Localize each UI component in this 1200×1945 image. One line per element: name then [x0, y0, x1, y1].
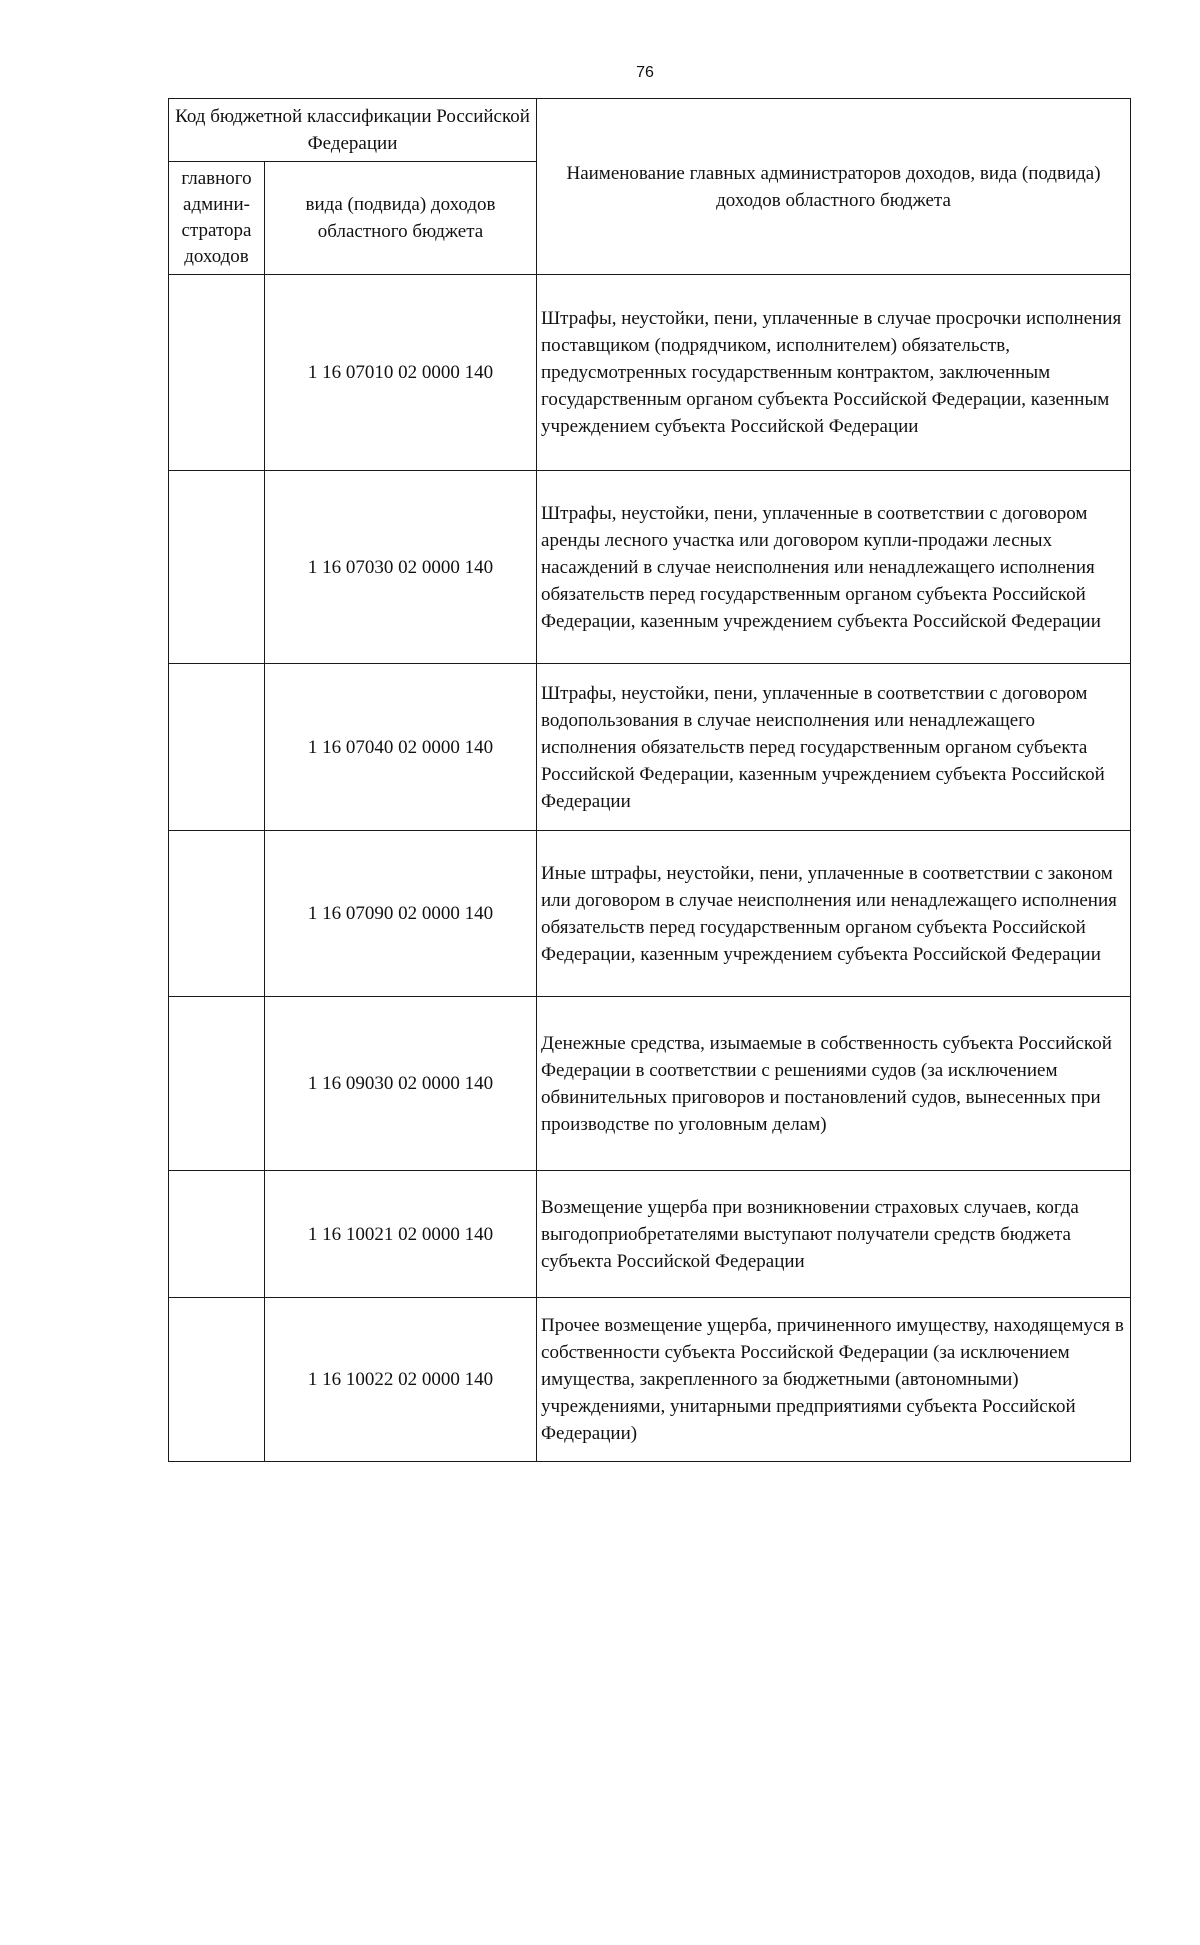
table-row	[169, 664, 1131, 831]
row-income-code: 1 16 07030 02 0000 140	[265, 471, 537, 664]
table-row	[169, 471, 1131, 664]
header-admin-column: главного админи-стратора доходов	[169, 162, 265, 275]
row-income-name: Штрафы, неустойки, пени, уплаченные в соответствии с договором водопользования в случае неисполнения или ненадлежащего исполнения обязательств перед государственным органом субъекта Российской Федерации, казенным учреждением субъекта Российской Федерации	[537, 664, 1131, 831]
row-admin-code	[169, 831, 265, 997]
row-income-name: Денежные средства, изымаемые в собственность субъекта Российской Федерации в соответствии с решениями судов (за исключением обвинительных приговоров и постановлений судов, вынесенных при производстве по уголовным делам)	[537, 997, 1131, 1171]
page-number: 76	[636, 64, 654, 81]
row-income-name: Штрафы, неустойки, пени, уплаченные в соответствии с договором аренды лесного участка или договором купли-продажи лесных насаждений в случае неисполнения или ненадлежащего исполнения обязательств перед государственным органом субъекта Российской Федерации, казенным учреждением субъекта Российской Федерации	[537, 471, 1131, 664]
row-income-code: 1 16 07040 02 0000 140	[265, 664, 537, 831]
row-admin-code	[169, 1298, 265, 1462]
header-group-title: Код бюджетной классификации Российской Федерации	[169, 99, 537, 162]
row-income-code: 1 16 07010 02 0000 140	[265, 275, 537, 471]
budget-classification-table	[168, 98, 1131, 1462]
row-income-code: 1 16 10022 02 0000 140	[265, 1298, 537, 1462]
row-admin-code	[169, 1171, 265, 1298]
table-row	[169, 1298, 1131, 1462]
table-row	[169, 831, 1131, 997]
row-admin-code	[169, 997, 265, 1171]
row-admin-code	[169, 275, 265, 471]
row-income-code: 1 16 10021 02 0000 140	[265, 1171, 537, 1298]
row-income-name: Иные штрафы, неустойки, пени, уплаченные в соответствии с законом или договором в случае неисполнения или ненадлежащего исполнения обязательств перед государственным органом субъекта Российской Федерации, казенным учреждением субъекта Российской Федерации	[537, 831, 1131, 997]
header-code-column: вида (подвида) доходов областного бюджета	[265, 162, 537, 275]
header-row-group	[169, 99, 1131, 162]
row-admin-code	[169, 664, 265, 831]
row-income-name: Возмещение ущерба при возникновении страховых случаев, когда выгодоприобретателями выступают получатели средств бюджета субъекта Российской Федерации	[537, 1171, 1131, 1298]
row-income-code: 1 16 09030 02 0000 140	[265, 997, 537, 1171]
row-admin-code	[169, 471, 265, 664]
row-income-code: 1 16 07090 02 0000 140	[265, 831, 537, 997]
row-income-name: Штрафы, неустойки, пени, уплаченные в случае просрочки исполнения поставщиком (подрядчиком, исполнителем) обязательств, предусмотренных государственным контрактом, заключенным государственным органом субъекта Российской Федерации, казенным учреждением субъекта Российской Федерации	[537, 275, 1131, 471]
table-row	[169, 275, 1131, 471]
table-row	[169, 1171, 1131, 1298]
row-income-name: Прочее возмещение ущерба, причиненного имуществу, находящемуся в собственности субъекта Российской Федерации (за исключением имущества, закрепленного за бюджетными (автономными) учреждениями, унитарными предприятиями субъекта Российской Федерации)	[537, 1298, 1131, 1462]
table-row	[169, 997, 1131, 1171]
header-name-column: Наименование главных администраторов доходов, вида (подвида) доходов областного бюджета	[537, 99, 1131, 275]
